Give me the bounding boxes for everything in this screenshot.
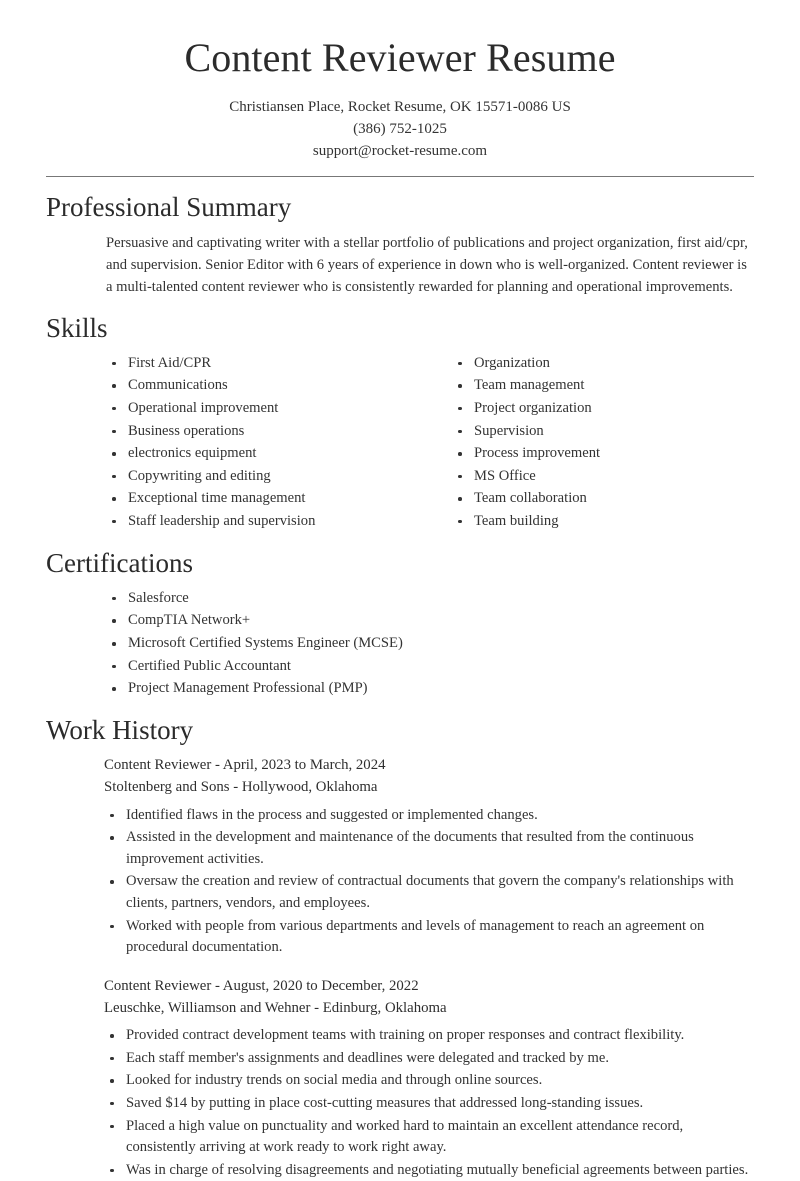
job-bullet-item: Looked for industry trends on social media and through online sources. xyxy=(104,1070,754,1092)
list-item: First Aid/CPR xyxy=(106,353,430,375)
list-item: electronics equipment xyxy=(106,443,430,465)
job-bullet-item: Placed a high value on punctuality and worked hard to maintain an excellent attendance record, consistently arriving at work ready to work right away. xyxy=(104,1116,754,1159)
certifications-body xyxy=(46,588,754,700)
list-item: Process improvement xyxy=(452,443,754,465)
section-heading-certifications: Certifications xyxy=(46,548,193,579)
contact-address: Christiansen Place, Rocket Resume, OK 15571-0086 US xyxy=(229,99,571,116)
section-heading-skills: Skills xyxy=(46,313,108,344)
page-title: Content Reviewer Resume xyxy=(184,35,616,80)
list-item: Business operations xyxy=(106,421,430,443)
list-item: Supervision xyxy=(452,421,754,443)
job-bullet-item: Assisted in the development and maintenance of the documents that resulted from the continuous improvement activities. xyxy=(104,827,754,870)
contact-email: support@rocket-resume.com xyxy=(312,142,488,159)
resume-header xyxy=(46,34,754,177)
work-history-entry xyxy=(104,975,754,1181)
contact-phone: (386) 752-1025 xyxy=(353,120,447,137)
section-work-history xyxy=(46,714,754,1181)
list-item: Certified Public Accountant xyxy=(106,656,754,678)
list-item: Salesforce xyxy=(106,588,754,610)
list-item: Staff leadership and supervision xyxy=(106,511,430,533)
job-bullet-item: Worked with people from various departments and levels of management to reach an agreement on procedural documentation. xyxy=(104,916,754,959)
list-item: Copywriting and editing xyxy=(106,466,430,488)
section-certifications xyxy=(46,547,754,699)
job-title-line: Content Reviewer - April, 2023 to March, 2024 xyxy=(104,757,386,774)
job-title-line: Content Reviewer - August, 2020 to December, 2022 xyxy=(104,977,419,994)
skills-list-left xyxy=(106,353,430,533)
certifications-list xyxy=(106,588,754,700)
section-heading-work-history: Work History xyxy=(46,714,194,745)
list-item: Team collaboration xyxy=(452,488,754,510)
skills-column-left xyxy=(106,353,430,534)
list-item: Microsoft Certified Systems Engineer (MCSE) xyxy=(106,633,754,655)
skills-list-right xyxy=(452,353,754,533)
section-heading-professional-summary: Professional Summary xyxy=(46,192,292,223)
job-bullet-item: Each staff member's assignments and deadlines were delegated and tracked by me. xyxy=(104,1048,754,1070)
job-company-line: Leuschke, Williamson and Wehner - Edinburg, Oklahoma xyxy=(104,999,447,1016)
job-bullet-item: Identified flaws in the process and suggested or implemented changes. xyxy=(104,805,754,827)
list-item: CompTIA Network+ xyxy=(106,610,754,632)
professional-summary-text: Persuasive and captivating writer with a stellar portfolio of publications and project organization, first aid/cpr, and supervision. Senior Editor with 6 years of experience in down who is well-organized. Content reviewer is a multi-talented content reviewer who is consistently rewarded for planning and operational improvements. xyxy=(106,234,748,296)
list-item: Organization xyxy=(452,353,754,375)
list-item: Team management xyxy=(452,375,754,397)
skills-columns xyxy=(46,353,754,534)
list-item: Communications xyxy=(106,375,430,397)
section-skills xyxy=(46,312,754,533)
list-item: Operational improvement xyxy=(106,398,430,420)
skills-column-right xyxy=(430,353,754,534)
job-bullet-list xyxy=(104,1025,754,1181)
job-bullet-list xyxy=(104,805,754,959)
job-bullet-item: Oversaw the creation and review of contractual documents that govern the company's relationships with clients, partners, vendors, and employees. xyxy=(104,871,754,914)
list-item: Project organization xyxy=(452,398,754,420)
job-bullet-item: Was in charge of resolving disagreements and negotiating mutually beneficial agreements between parties. xyxy=(104,1160,754,1181)
work-history-entry xyxy=(104,754,754,959)
list-item: Team building xyxy=(452,511,754,533)
header-divider xyxy=(46,176,754,177)
job-company-line: Stoltenberg and Sons - Hollywood, Oklahoma xyxy=(104,779,378,796)
work-history-body xyxy=(46,754,754,1181)
list-item: Project Management Professional (PMP) xyxy=(106,678,754,700)
work-history-jobs xyxy=(104,754,754,1181)
professional-summary-body xyxy=(46,232,754,299)
list-item: Exceptional time management xyxy=(106,488,430,510)
job-bullet-item: Provided contract development teams with training on proper responses and contract flexibility. xyxy=(104,1025,754,1047)
contact-info xyxy=(46,97,754,162)
job-bullet-item: Saved $14 by putting in place cost-cutting measures that addressed long-standing issues. xyxy=(104,1093,754,1115)
list-item: MS Office xyxy=(452,466,754,488)
section-professional-summary xyxy=(46,191,754,298)
